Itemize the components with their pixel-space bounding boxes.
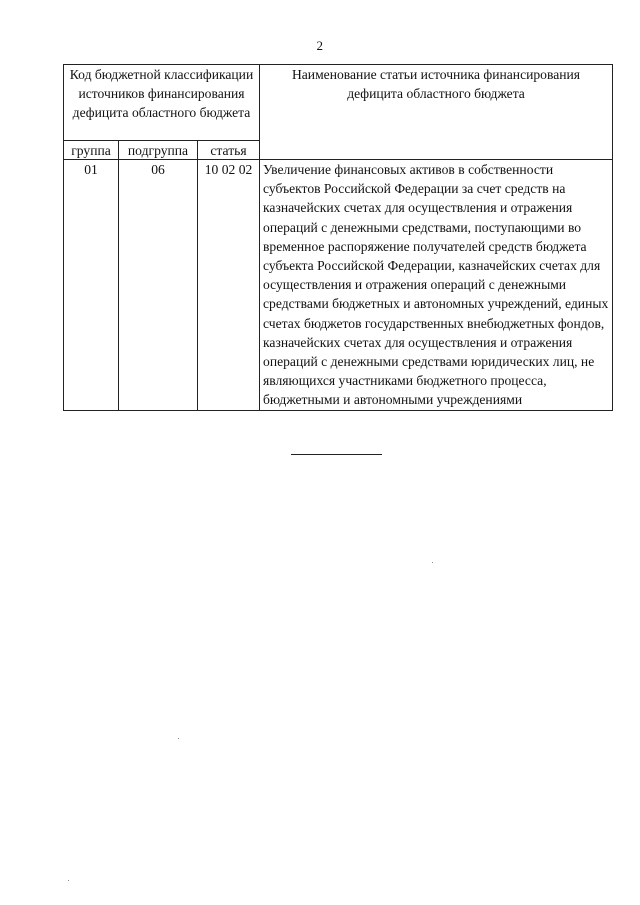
name-column-header: Наименование статьи источника финансирования дефицита областного бюджета	[260, 65, 613, 160]
article-subheader: статья	[198, 141, 260, 160]
table-header-row	[64, 65, 613, 141]
scan-speck	[68, 880, 69, 881]
subgroup-cell: 06	[119, 160, 198, 411]
scan-speck	[178, 738, 179, 739]
code-column-header: Код бюджетной классификации источников финансирования дефицита областного бюджета	[64, 65, 260, 141]
article-name-cell: Увеличение финансовых активов в собственности субъектов Российской Федерации за счет средств на казначейских счетах для осуществления и отражения операций с денежными средствами, поступающими во временное распоряжение получателей средств бюджета субъекта Российской Федерации, казначейских счетах для осуществления и отражения операций с денежными средствами бюджетных и автономных учреждений, единых счетах бюджетов государственных внебюджетных фондов, казначейских счетах для осуществления и отражения операций с денежными средствами юридических лиц, не являющихся участниками бюджетного процесса, бюджетными и автономными учреждениями	[260, 160, 613, 411]
end-divider-line	[291, 454, 382, 455]
group-subheader: группа	[64, 141, 119, 160]
budget-classification-table	[63, 64, 613, 411]
scan-speck	[432, 562, 433, 563]
table-row	[64, 160, 613, 411]
group-cell: 01	[64, 160, 119, 411]
subgroup-subheader: подгруппа	[119, 141, 198, 160]
page-number: 2	[316, 38, 324, 53]
article-cell: 10 02 02	[198, 160, 260, 411]
